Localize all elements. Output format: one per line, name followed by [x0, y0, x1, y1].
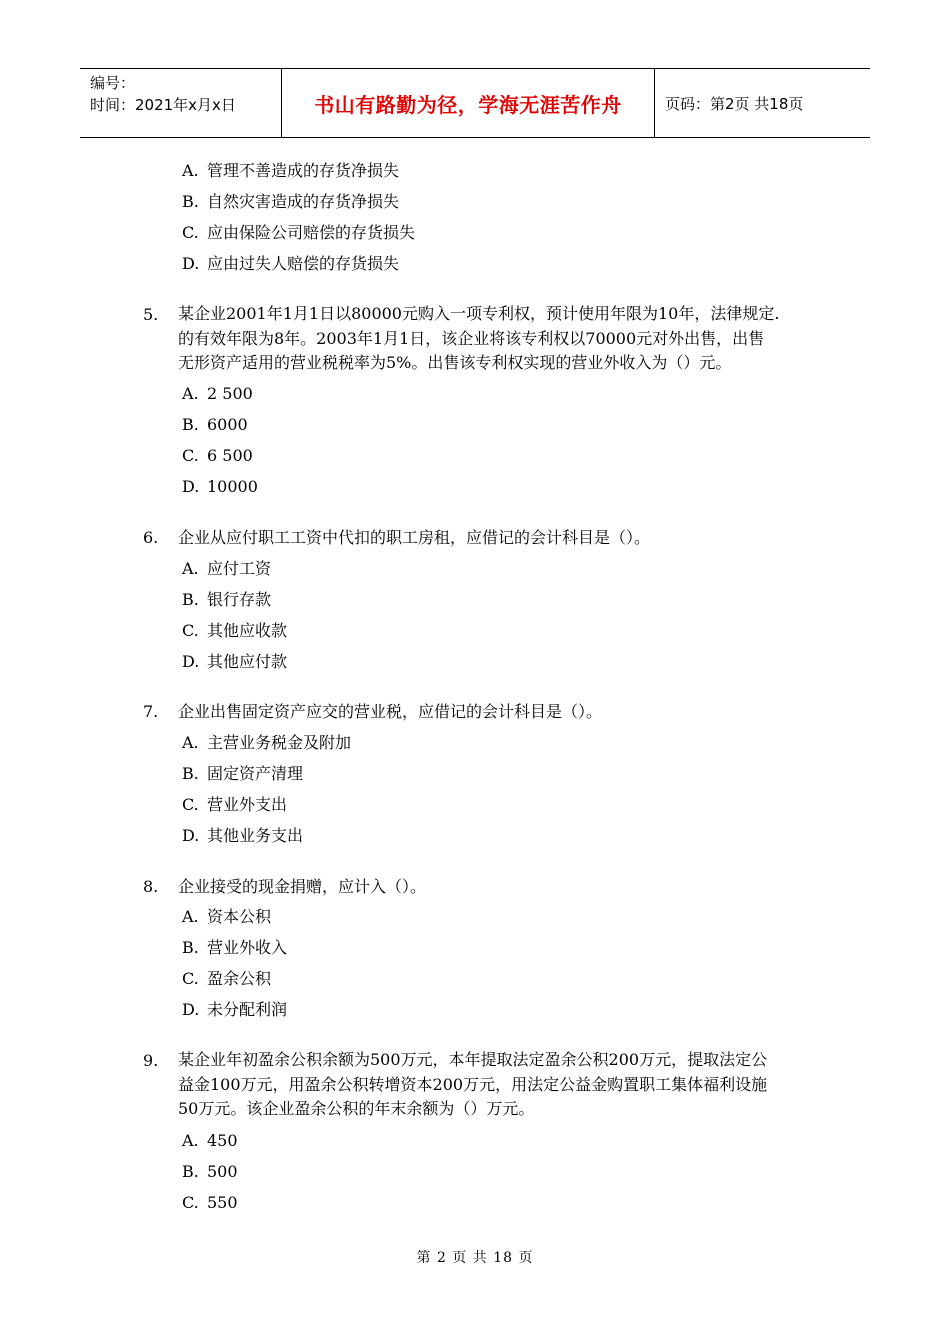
question-text: 某企业2001年1月1日以80000元购入一项专利权，预计使用年限为10年，法律规定. 的有效年限为8年。2003年1月1日，该企业将该专利权以70000元对外出售，出售 无形资产适用的营业税税率为5%。出售该专利权实现的营业外收入为（）元。: [178, 304, 780, 372]
q9-option: A. 450: [182, 1131, 238, 1150]
question-number: 9.: [143, 1051, 159, 1070]
q5-option: A. 2 500: [182, 384, 253, 403]
question-text: 企业接受的现金捐赠，应计入（）。: [178, 877, 427, 896]
q8-option: B. 营业外收入: [182, 938, 288, 957]
question-number: 6.: [143, 528, 159, 547]
q7-option: D. 其他业务支出: [182, 826, 304, 845]
q4-option: D. 应由过失人赔偿的存货损失: [182, 254, 400, 273]
header-motto: 书山有路勤为径，学海无涯苦作舟: [282, 69, 655, 137]
q8-option: C. 盈余公积: [182, 969, 272, 988]
q4-option: B. 自然灾害造成的存货净损失: [182, 192, 400, 211]
header-page-info: 页码：第2页 共18页: [665, 94, 804, 113]
q6-option: B. 银行存款: [182, 590, 272, 609]
q8-option: A. 资本公积: [182, 907, 272, 926]
q8-option: D. 未分配利润: [182, 1000, 288, 1019]
q6-option: C. 其他应收款: [182, 621, 288, 640]
header-meta: [80, 69, 282, 137]
page-header: [80, 68, 870, 138]
question-number: 8.: [143, 877, 159, 896]
q7-option: B. 固定资产清理: [182, 764, 304, 783]
q6-option: D. 其他应付款: [182, 652, 288, 671]
q5-option: D. 10000: [182, 477, 258, 496]
q4-option: A. 管理不善造成的存货净损失: [182, 161, 400, 180]
question-number: 7.: [143, 702, 159, 721]
document-number-label: 编号：: [90, 74, 136, 92]
document-time-label: 时间：2021年x月x日: [90, 96, 236, 114]
q7-option: A. 主营业务税金及附加: [182, 733, 352, 752]
q9-option: B. 500: [182, 1162, 238, 1181]
q7-option: C. 营业外支出: [182, 795, 288, 814]
question-text: 企业从应付职工工资中代扣的职工房租，应借记的会计科目是（）。: [178, 528, 651, 547]
q6-option: A. 应付工资: [182, 559, 272, 578]
question-text: 某企业年初盈余公积余额为500万元，本年提取法定盈余公积200万元，提取法定公 益金100万元，用盈余公积转增资本200万元，用法定公益金购置职工集体福利设施 50万元。该企业盈余公积的年末余额为（）万元。: [178, 1050, 768, 1118]
question-number: 5.: [143, 305, 159, 324]
q4-option: C. 应由保险公司赔偿的存货损失: [182, 223, 416, 242]
page-footer: 第 2 页 共 18 页: [416, 1250, 534, 1266]
q5-option: B. 6000: [182, 415, 248, 434]
q9-option: C. 550: [182, 1193, 238, 1212]
question-text: 企业出售固定资产应交的营业税，应借记的会计科目是（）。: [178, 702, 603, 721]
q5-option: C. 6 500: [182, 446, 253, 465]
